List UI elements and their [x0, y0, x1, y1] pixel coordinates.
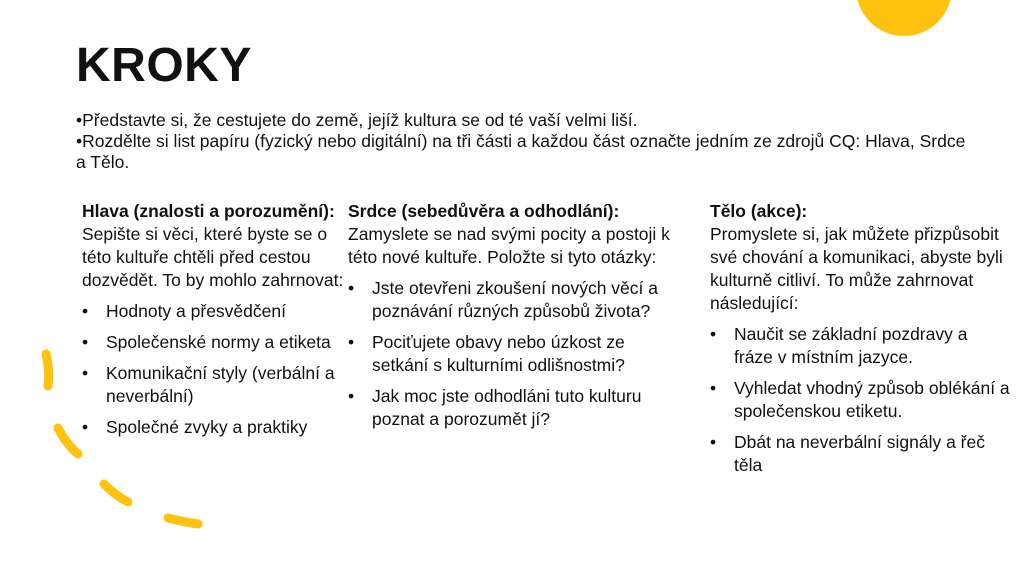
- bullet-icon: •: [82, 363, 89, 383]
- intro-line: •Rozdělte si list papíru (fyzický nebo digitální) na tři části a každou část označte jedním ze zdrojů CQ: Hlava, Srdce a Tělo.: [76, 131, 966, 172]
- list-item: [348, 385, 678, 431]
- bullet-icon: •: [348, 386, 355, 406]
- column-title: Hlava (znalosti a porozumění):: [82, 201, 335, 221]
- list-item: [82, 331, 344, 354]
- list-item: [82, 416, 344, 439]
- bullet-list: [710, 323, 1010, 477]
- list-item-text: Jste otevřeni zkoušení nových věcí a poznávání různých způsobů života?: [372, 278, 658, 321]
- list-item: [348, 331, 678, 377]
- bullet-icon: •: [82, 332, 89, 352]
- bullet-icon: •: [82, 417, 89, 437]
- list-item-text: Komunikační styly (verbální a neverbální): [106, 363, 335, 406]
- column-title: Srdce (sebedůvěra a odhodlání):: [348, 201, 620, 221]
- list-item-text: Společné zvyky a praktiky: [106, 417, 308, 437]
- intro-text: [76, 110, 976, 173]
- bullet-icon: •: [710, 324, 717, 344]
- bullet-icon: •: [348, 278, 355, 298]
- list-item: [82, 300, 344, 323]
- list-item-text: Naučit se základní pozdravy a fráze v místním jazyce.: [734, 324, 968, 367]
- column-body: [710, 200, 1010, 485]
- list-item-text: Hodnoty a přesvědčení: [106, 301, 286, 321]
- page-title: KROKY: [76, 39, 252, 92]
- list-item-text: Jak moc jste odhodláni tuto kulturu poznat a porozumět jí?: [372, 386, 642, 429]
- bullet-icon: •: [710, 378, 717, 398]
- intro-line: •Představte si, že cestujete do země, jejíž kultura se od té vaší velmi liší.: [76, 110, 638, 130]
- bullet-icon: •: [82, 301, 89, 321]
- list-item: [710, 431, 1010, 477]
- list-item-text: Společenské normy a etiketa: [106, 332, 331, 352]
- column-text: Sepište si věci, které byste se o této kultuře chtěli před cestou dozvědět. To by mohlo zahrnovat:: [82, 224, 344, 290]
- list-item: [710, 377, 1010, 423]
- bullet-list: [82, 300, 344, 439]
- list-item: [348, 277, 678, 323]
- list-item-text: Dbát na neverbální signály a řeč těla: [734, 432, 985, 475]
- column-title: Tělo (akce):: [710, 201, 808, 221]
- bullet-icon: •: [348, 332, 355, 352]
- list-item-text: Vyhledat vhodný způsob oblékání a společenskou etiketu.: [734, 378, 1010, 421]
- column-head: [82, 200, 344, 447]
- decorative-yellow-circle: [856, 0, 952, 36]
- bullet-list: [348, 277, 678, 431]
- list-item: [82, 362, 344, 408]
- bullet-icon: •: [710, 432, 717, 452]
- column-heart: [348, 200, 678, 439]
- column-text: Promyslete si, jak můžete přizpůsobit své chování a komunikaci, abyste byli kulturně citliví. To může zahrnovat následující:: [710, 224, 1003, 313]
- column-text: Zamyslete se nad svými pocity a postoji k této nové kultuře. Položte si tyto otázky:: [348, 224, 670, 267]
- list-item-text: Pociťujete obavy nebo úzkost ze setkání s kulturními odlišnostmi?: [372, 332, 625, 375]
- list-item: [710, 323, 1010, 369]
